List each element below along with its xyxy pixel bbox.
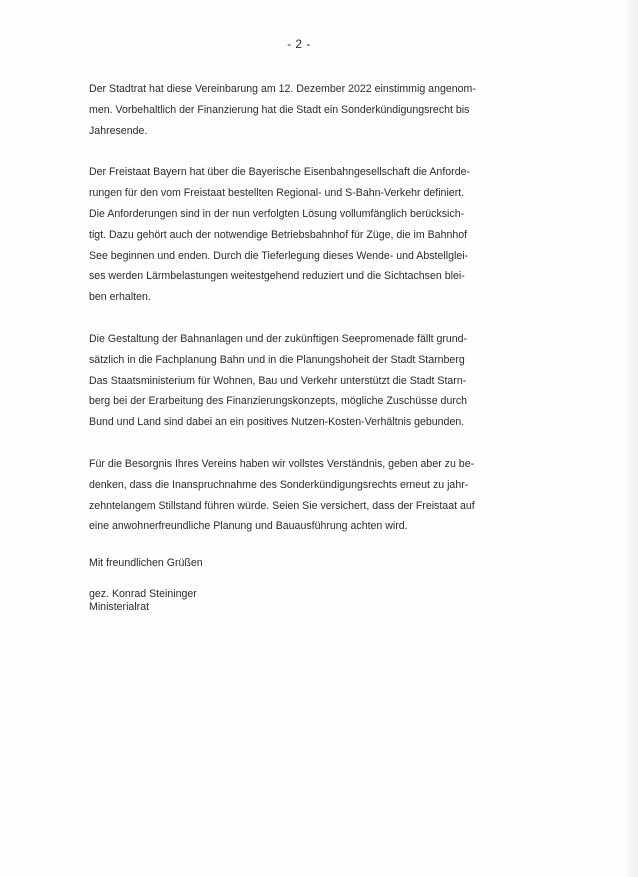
text-line: sätzlich in die Fachplanung Bahn und in die Planungshoheit der Stadt Starnberg: [89, 353, 465, 366]
text-line: denken, dass die Inanspruchnahme des Sonderkündigungsrechts erneut zu jahr-: [89, 478, 469, 491]
text-line: Die Gestaltung der Bahnanlagen und der zukünftigen Seepromenade fällt grund-: [89, 332, 468, 345]
text-line: ben erhalten.: [89, 291, 151, 304]
paragraph-4: [89, 454, 523, 537]
text-line: Das Staatsministerium für Wohnen, Bau und Verkehr unterstützt die Stadt Starn-: [89, 374, 467, 387]
text-line: eine anwohnerfreundliche Planung und Bauausführung achten wird.: [89, 520, 408, 533]
paragraph-3: [89, 329, 523, 433]
scan-edge-shadow: [624, 0, 638, 877]
page-number: - 2 -: [287, 37, 311, 51]
text-line: Der Freistaat Bayern hat über die Bayerische Eisenbahngesellschaft die Anforde-: [89, 166, 471, 179]
signature-block: [89, 588, 197, 614]
text-line: Für die Besorgnis Ihres Vereins haben wir vollstes Verständnis, geben aber zu be-: [89, 457, 475, 470]
text-line: ses werden Lärmbelastungen weitestgehend reduziert und die Sichtachsen blei-: [89, 270, 465, 283]
paragraph-1: [89, 79, 523, 141]
text-line: rungen für den vom Freistaat bestellten Regional- und S-Bahn-Verkehr definiert.: [89, 187, 465, 200]
text-line: zehntelangem Stillstand führen würde. Seien Sie versichert, dass der Freistaat auf: [89, 499, 475, 512]
text-line: tigt. Dazu gehört auch der notwendige Betriebsbahnhof für Züge, die im Bahnhof: [89, 228, 468, 241]
text-line: See beginnen und enden. Durch die Tieferlegung dieses Wende- und Abstellglei-: [89, 249, 469, 262]
text-line: Jahresende.: [89, 124, 148, 137]
paragraph-2: [89, 162, 523, 308]
text-line: men. Vorbehaltlich der Finanzierung hat die Stadt ein Sonderkündigungsrecht bis: [89, 103, 470, 116]
text-line: berg bei der Erarbeitung des Finanzierungskonzepts, mögliche Zuschüsse durch: [89, 395, 468, 408]
text-line: Die Anforderungen sind in der nun verfolgten Lösung vollumfänglich berücksich-: [89, 207, 465, 220]
signatory-title: Ministerialrat: [89, 601, 150, 613]
text-line: Der Stadtrat hat diese Vereinbarung am 12. Dezember 2022 einstimmig angenom-: [89, 83, 476, 95]
closing-salutation: Mit freundlichen Grüßen: [89, 557, 203, 570]
letter-body: [89, 79, 523, 573]
signatory-name: gez. Konrad Steininger: [89, 588, 197, 600]
text-line: Bund und Land sind dabei an ein positives Nutzen-Kosten-Verhältnis gebunden.: [89, 416, 465, 429]
